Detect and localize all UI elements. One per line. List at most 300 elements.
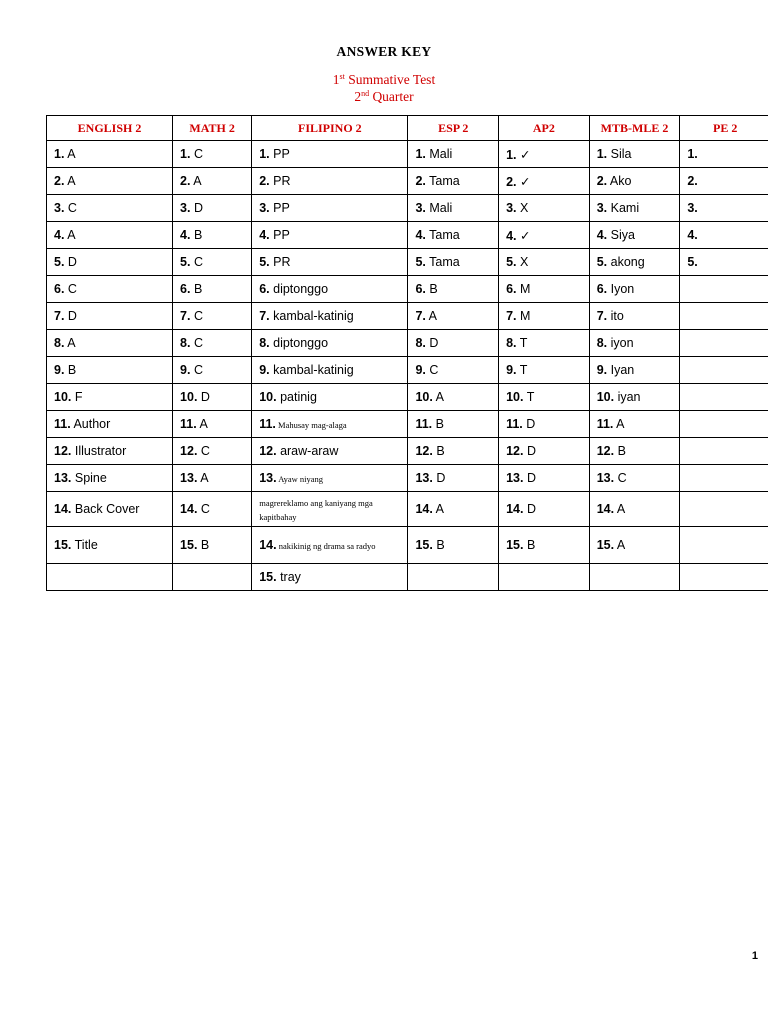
- item-number: 7.: [54, 309, 65, 323]
- answer-cell: [252, 527, 408, 564]
- answer-text: C: [197, 502, 210, 516]
- item-number: 1.: [596, 147, 608, 161]
- answer-text: A: [614, 538, 626, 552]
- answer-cell: [680, 276, 768, 303]
- item-number: 7.: [596, 309, 608, 323]
- answer-text: A: [425, 309, 438, 323]
- answer-cell: [499, 141, 590, 168]
- item-number: 7.: [259, 309, 270, 323]
- item-number: 13.: [54, 471, 72, 485]
- answer-text: A: [614, 502, 626, 516]
- table-row: [47, 276, 768, 303]
- item-number: 9.: [506, 363, 517, 377]
- answer-text: Iyan: [607, 363, 635, 377]
- answer-text: PP: [269, 147, 290, 161]
- item-number: 2.: [506, 174, 517, 189]
- table-row: [47, 303, 768, 330]
- answer-cell: [47, 438, 173, 465]
- answer-cell: [499, 564, 590, 591]
- answer-cell: [680, 222, 768, 249]
- item-number: 10.: [415, 390, 433, 404]
- answer-text: diptonggo: [269, 282, 329, 296]
- answer-cell: [408, 492, 499, 527]
- answer-text: tray: [276, 570, 301, 584]
- answer-cell: [408, 465, 499, 492]
- table-row: [47, 141, 768, 168]
- item-number: 10.: [54, 390, 72, 404]
- item-number: 14.: [54, 502, 72, 516]
- item-number: 15.: [259, 570, 277, 584]
- answer-cell: [173, 438, 252, 465]
- item-number: 3.: [415, 201, 426, 215]
- answer-cell: [499, 276, 590, 303]
- answer-cell: [408, 527, 499, 564]
- item-number: 8.: [54, 336, 65, 350]
- answer-cell: [680, 249, 768, 276]
- answer-cell: [589, 168, 680, 195]
- item-number: 5.: [415, 255, 426, 269]
- answer-cell: [680, 141, 768, 168]
- answer-cell: [499, 438, 590, 465]
- answer-text: C: [425, 363, 439, 377]
- answer-text: A: [432, 502, 444, 516]
- answer-text: Iyon: [607, 282, 635, 296]
- answer-text: Mahusay mag-alaga: [275, 420, 347, 430]
- answer-cell: [47, 384, 173, 411]
- answer-cell: [680, 438, 768, 465]
- answer-text: Spine: [71, 471, 107, 485]
- answer-text: A: [196, 417, 208, 431]
- item-number: 13.: [415, 471, 433, 485]
- page-title: ANSWER KEY: [336, 44, 432, 59]
- item-number: 12.: [259, 444, 277, 458]
- item-number: 4.: [259, 228, 270, 242]
- answer-cell: [173, 564, 252, 591]
- answer-text: kambal-katinig: [269, 363, 354, 377]
- item-number: 14.: [180, 502, 198, 516]
- answer-cell: [173, 168, 252, 195]
- item-number: 10.: [259, 390, 277, 404]
- item-number: 14.: [506, 502, 524, 516]
- answer-cell: [47, 411, 173, 438]
- answer-cell: [589, 384, 680, 411]
- answer-text: A: [64, 147, 76, 161]
- answer-text: C: [614, 471, 627, 485]
- answer-text: B: [614, 444, 626, 458]
- answer-cell: [499, 195, 590, 222]
- answer-text: Sila: [607, 147, 632, 161]
- item-number: 15.: [596, 538, 615, 552]
- answer-cell: [173, 465, 252, 492]
- answer-cell: [408, 411, 499, 438]
- answer-text: A: [190, 174, 202, 188]
- answer-cell: [252, 564, 408, 591]
- item-number: 5.: [506, 255, 517, 269]
- answer-cell: [499, 249, 590, 276]
- item-number: 9.: [596, 363, 608, 377]
- answer-cell: [252, 465, 408, 492]
- answer-cell: [680, 195, 768, 222]
- answer-text: Kami: [607, 201, 640, 215]
- answer-cell: [252, 276, 408, 303]
- header-mtb-mle: MTB-MLE 2: [589, 116, 680, 141]
- answer-cell: [252, 330, 408, 357]
- item-number: 2.: [54, 174, 65, 188]
- answer-text: Tama: [425, 255, 460, 269]
- answer-cell: [173, 330, 252, 357]
- answer-cell: [47, 357, 173, 384]
- answer-cell: [252, 384, 408, 411]
- answer-text: D: [190, 201, 203, 215]
- answer-text: A: [432, 390, 444, 404]
- answer-text: A: [613, 417, 625, 431]
- item-number: 3.: [687, 201, 698, 215]
- item-number: 4.: [596, 228, 608, 242]
- answer-text: Ayaw niyang: [276, 474, 324, 484]
- item-number: 10.: [506, 390, 524, 404]
- answer-text: Title: [71, 538, 98, 552]
- answer-cell: [589, 141, 680, 168]
- item-number: 5.: [180, 255, 191, 269]
- answer-cell: [173, 276, 252, 303]
- answer-cell: [589, 411, 680, 438]
- header-pe: PE 2: [680, 116, 768, 141]
- item-number: 2.: [596, 174, 608, 188]
- answer-cell: [47, 465, 173, 492]
- answer-key-table: [46, 115, 768, 591]
- item-number: 14.: [415, 502, 433, 516]
- answer-text: PR: [269, 174, 291, 188]
- answer-cell: [408, 222, 499, 249]
- answer-cell: [499, 168, 590, 195]
- answer-cell: [173, 411, 252, 438]
- answer-text: C: [190, 147, 203, 161]
- item-number: 8.: [259, 336, 270, 350]
- answer-text: A: [64, 228, 76, 242]
- page-number: 1: [751, 950, 758, 962]
- item-number: 11.: [596, 417, 614, 431]
- answer-text: diptonggo: [269, 336, 329, 350]
- answer-cell: [47, 222, 173, 249]
- answer-cell: [408, 168, 499, 195]
- item-number: 5.: [596, 255, 608, 269]
- item-number: 11.: [180, 417, 197, 431]
- answer-cell: [408, 141, 499, 168]
- answer-cell: [589, 303, 680, 330]
- answer-cell: [47, 276, 173, 303]
- answer-text: patinig: [276, 390, 317, 404]
- item-number: 9.: [415, 363, 426, 377]
- answer-text: T: [516, 336, 528, 350]
- item-number: 6.: [506, 282, 517, 296]
- answer-cell: [408, 357, 499, 384]
- answer-text: araw-araw: [276, 444, 339, 458]
- answer-cell: [680, 168, 768, 195]
- answer-cell: [408, 276, 499, 303]
- item-number: 4.: [687, 228, 698, 242]
- item-number: 2.: [259, 174, 270, 188]
- answer-cell: [47, 330, 173, 357]
- answer-text: D: [432, 471, 446, 485]
- answer-cell: [173, 222, 252, 249]
- table-row: [47, 195, 768, 222]
- answer-text: C: [64, 282, 77, 296]
- item-number: 8.: [415, 336, 426, 350]
- answer-text: M: [516, 309, 531, 323]
- answer-cell: [252, 141, 408, 168]
- answer-cell: [47, 564, 173, 591]
- item-number: 6.: [415, 282, 426, 296]
- answer-text: Mali: [425, 201, 453, 215]
- table-row: [47, 411, 768, 438]
- answer-text: C: [64, 201, 77, 215]
- item-number: 3.: [506, 201, 517, 215]
- item-number: 3.: [596, 201, 608, 215]
- item-number: 12.: [180, 444, 198, 458]
- item-number: 14.: [259, 538, 277, 552]
- item-number: 6.: [180, 282, 191, 296]
- answer-cell: [680, 492, 768, 527]
- answer-cell: [173, 384, 252, 411]
- answer-cell: [589, 222, 680, 249]
- item-number: 2.: [687, 174, 698, 188]
- item-number: 4.: [54, 228, 65, 242]
- item-number: 8.: [180, 336, 191, 350]
- answer-text: Author: [70, 417, 111, 431]
- item-number: 7.: [180, 309, 191, 323]
- answer-cell: [47, 527, 173, 564]
- answer-text: kambal-katinig: [269, 309, 354, 323]
- item-number: 5.: [259, 255, 270, 269]
- answer-cell: [680, 465, 768, 492]
- table-row: [47, 438, 768, 465]
- item-number: 6.: [596, 282, 608, 296]
- answer-text: B: [197, 538, 210, 552]
- table-row: [47, 465, 768, 492]
- item-number: 13.: [259, 471, 277, 485]
- answer-cell: [47, 303, 173, 330]
- answer-text: M: [516, 282, 531, 296]
- answer-cell: [252, 492, 408, 527]
- answer-cell: [589, 276, 680, 303]
- answer-cell: [408, 384, 499, 411]
- item-number: 13.: [506, 471, 524, 485]
- subtitle-test: 1st Summative Test: [332, 72, 436, 87]
- answer-cell: [252, 249, 408, 276]
- item-number: 12.: [415, 444, 433, 458]
- answer-text: ✓: [516, 147, 531, 162]
- item-number: 11.: [54, 417, 71, 431]
- answer-cell: [499, 384, 590, 411]
- answer-text: D: [64, 309, 77, 323]
- answer-text: D: [425, 336, 439, 350]
- header-row: [47, 116, 768, 141]
- item-number: 4.: [415, 228, 426, 242]
- answer-cell: [47, 249, 173, 276]
- answer-text: B: [190, 228, 203, 242]
- answer-text: nakikinig ng drama sa radyo: [276, 541, 376, 551]
- answer-text: B: [190, 282, 203, 296]
- answer-cell: [499, 492, 590, 527]
- answer-cell: [408, 249, 499, 276]
- answer-cell: [47, 168, 173, 195]
- item-number: 7.: [506, 309, 517, 323]
- answer-text: D: [523, 444, 536, 458]
- answer-text: Ako: [607, 174, 632, 188]
- answer-cell: [499, 411, 590, 438]
- item-number: 12.: [596, 444, 615, 458]
- answer-cell: [408, 195, 499, 222]
- item-number: 8.: [596, 336, 608, 350]
- answer-cell: [173, 492, 252, 527]
- answer-cell: [252, 438, 408, 465]
- item-number: 1.: [506, 147, 517, 162]
- answer-text: B: [432, 538, 445, 552]
- item-number: 3.: [54, 201, 65, 215]
- answer-text: D: [523, 471, 536, 485]
- item-number: 2.: [180, 174, 191, 188]
- item-number: 2.: [415, 174, 426, 188]
- answer-cell: [680, 564, 768, 591]
- item-number: 11.: [415, 417, 433, 431]
- header-ap: AP2: [499, 116, 590, 141]
- table-row: [47, 249, 768, 276]
- answer-text: A: [64, 174, 76, 188]
- answer-text: PP: [269, 228, 290, 242]
- answer-cell: [680, 330, 768, 357]
- answer-text: iyan: [614, 390, 641, 404]
- answer-cell: [680, 384, 768, 411]
- answer-text: D: [197, 390, 210, 404]
- answer-cell: [408, 330, 499, 357]
- answer-cell: [173, 303, 252, 330]
- answer-text: X: [516, 201, 529, 215]
- answer-cell: [252, 222, 408, 249]
- item-number: 5.: [687, 255, 698, 269]
- item-number: 1.: [180, 147, 191, 161]
- table-row: [47, 222, 768, 249]
- table-row: [47, 492, 768, 527]
- answer-text: X: [516, 255, 529, 269]
- answer-cell: [680, 303, 768, 330]
- answer-text: magrereklamo ang kaniyang mga kapitbahay: [259, 498, 373, 522]
- header-esp: ESP 2: [408, 116, 499, 141]
- answer-text: D: [523, 502, 536, 516]
- item-number: 11.: [259, 417, 276, 431]
- answer-cell: [252, 411, 408, 438]
- item-number: 9.: [54, 363, 65, 377]
- answer-cell: [47, 492, 173, 527]
- answer-cell: [173, 195, 252, 222]
- answer-cell: [589, 527, 680, 564]
- answer-cell: [499, 222, 590, 249]
- answer-text: akong: [607, 255, 645, 269]
- item-number: 15.: [506, 538, 524, 552]
- answer-text: ✓: [516, 228, 531, 243]
- answer-cell: [499, 303, 590, 330]
- item-number: 14.: [596, 502, 615, 516]
- subtitle-quarter: 2nd Quarter: [354, 89, 414, 104]
- item-number: 3.: [259, 201, 270, 215]
- answer-cell: [408, 303, 499, 330]
- item-number: 15.: [415, 538, 433, 552]
- answer-text: T: [516, 363, 528, 377]
- answer-text: B: [432, 417, 444, 431]
- answer-text: ✓: [516, 174, 531, 189]
- answer-cell: [589, 249, 680, 276]
- answer-cell: [252, 357, 408, 384]
- answer-cell: [47, 195, 173, 222]
- header-english: ENGLISH 2: [47, 116, 173, 141]
- answer-cell: [589, 438, 680, 465]
- answer-text: iyon: [607, 336, 634, 350]
- answer-cell: [680, 411, 768, 438]
- answer-cell: [499, 465, 590, 492]
- answer-text: C: [190, 309, 203, 323]
- answer-text: C: [190, 336, 203, 350]
- item-number: 15.: [180, 538, 198, 552]
- answer-cell: [173, 527, 252, 564]
- answer-cell: [589, 564, 680, 591]
- item-number: 7.: [415, 309, 426, 323]
- answer-cell: [252, 303, 408, 330]
- table-row: [47, 384, 768, 411]
- answer-cell: [173, 249, 252, 276]
- item-number: 6.: [54, 282, 65, 296]
- answer-text: Tama: [425, 174, 460, 188]
- answer-text: A: [197, 471, 209, 485]
- answer-text: ito: [607, 309, 624, 323]
- answer-cell: [499, 527, 590, 564]
- item-number: 1.: [687, 147, 698, 161]
- item-number: 10.: [180, 390, 198, 404]
- item-number: 13.: [596, 471, 615, 485]
- item-number: 12.: [54, 444, 72, 458]
- item-number: 8.: [506, 336, 517, 350]
- answer-text: C: [190, 255, 203, 269]
- item-number: 15.: [54, 538, 72, 552]
- answer-text: B: [432, 444, 445, 458]
- answer-cell: [589, 465, 680, 492]
- item-number: 11.: [506, 417, 523, 431]
- answer-text: PP: [269, 201, 290, 215]
- item-number: 10.: [596, 390, 615, 404]
- item-number: 6.: [259, 282, 270, 296]
- item-number: 1.: [259, 147, 270, 161]
- answer-cell: [252, 195, 408, 222]
- answer-cell: [589, 357, 680, 384]
- table-row: [47, 330, 768, 357]
- answer-text: Mali: [425, 147, 453, 161]
- answer-text: Back Cover: [71, 502, 140, 516]
- item-number: 1.: [54, 147, 65, 161]
- answer-cell: [499, 330, 590, 357]
- answer-cell: [47, 141, 173, 168]
- answer-text: T: [523, 390, 535, 404]
- answer-text: Tama: [425, 228, 460, 242]
- answer-cell: [589, 492, 680, 527]
- item-number: 12.: [506, 444, 524, 458]
- answer-cell: [589, 195, 680, 222]
- item-number: 3.: [180, 201, 191, 215]
- answer-text: B: [425, 282, 438, 296]
- header-filipino: FILIPINO 2: [252, 116, 408, 141]
- answer-text: A: [64, 336, 76, 350]
- item-number: 4.: [180, 228, 191, 242]
- answer-text: D: [64, 255, 77, 269]
- answer-cell: [173, 141, 252, 168]
- answer-cell: [252, 168, 408, 195]
